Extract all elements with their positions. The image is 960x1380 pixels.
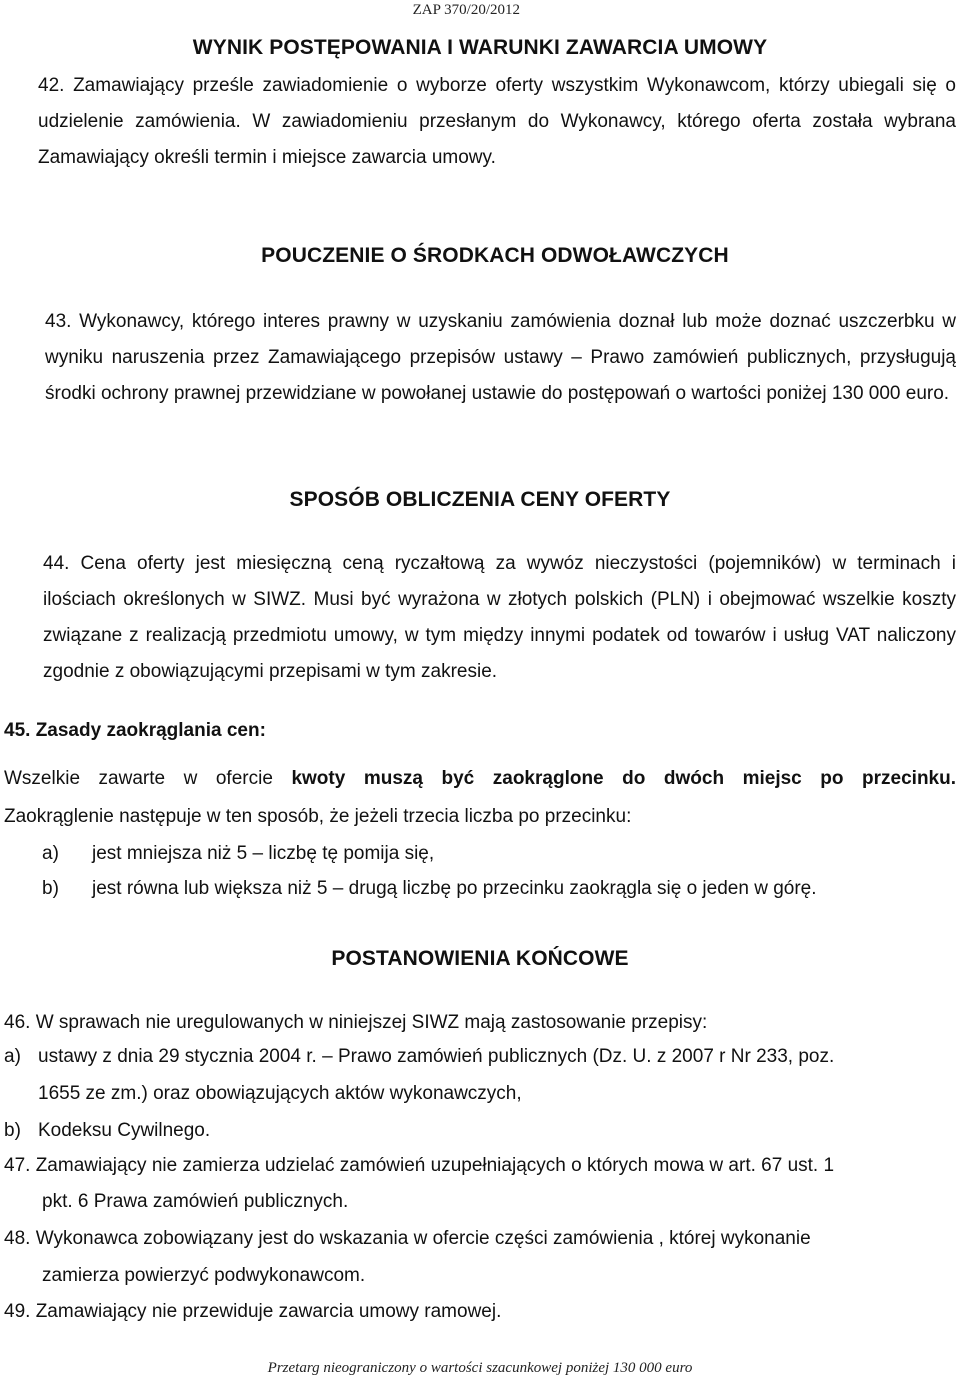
section-title-sposob: SPOSÓB OBLICZENIA CENY OFERTY bbox=[289, 488, 671, 511]
page-footer: Przetarg nieograniczony o wartości szacunkowej poniżej 130 000 euro bbox=[267, 1360, 693, 1376]
section-title-postanowienia: POSTANOWIENIA KOŃCOWE bbox=[331, 947, 629, 970]
item-46b-text: Kodeksu Cywilnego. bbox=[38, 1120, 211, 1141]
section-title-pouczenie: POUCZENIE O ŚRODKACH ODWOŁAWCZYCH bbox=[261, 244, 729, 267]
paragraph-46-intro: 46. W sprawach nie uregulowanych w niniejszej SIWZ mają zastosowanie przepisy: bbox=[4, 1012, 708, 1033]
paragraph-49: 49. Zamawiający nie przewiduje zawarcia umowy ramowej. bbox=[4, 1301, 502, 1322]
paragraph-45-intro-bold: kwoty muszą być zaokrąglone do dwóch miejsc po przecinku. bbox=[291, 768, 957, 789]
item-b-label: b) bbox=[42, 878, 59, 899]
paragraph-46-item-a bbox=[4, 1046, 834, 1068]
document-reference: ZAP 370/20/2012 bbox=[412, 2, 520, 18]
paragraph-45-title: 45. Zasady zaokrąglania cen: bbox=[4, 720, 266, 741]
paragraph-45-rule: Zaokrąglenie następuje w ten sposób, że jeżeli trzecia liczba po przecinku: bbox=[4, 806, 632, 827]
paragraph-43: 43. Wykonawcy, którego interes prawny w uzyskaniu zamówienia doznał lub może doznać uszczerbku w wyniku naruszenia przez Zamawiającego przepisów ustawy – Prawo zamówień publicznych, przysługują środki ochrony prawnej przewidziane w powołanej ustawie do postępowań o wartości poniżej 130 000 euro. bbox=[45, 311, 956, 404]
paragraph-45-intro-plain: Wszelkie zawarte w ofercie bbox=[4, 768, 292, 789]
paragraph-48-line2: zamierza powierzyć podwykonawcom. bbox=[42, 1265, 366, 1286]
section-title-wynik: WYNIK POSTĘPOWANIA I WARUNKI ZAWARCIA UMOWY bbox=[192, 36, 768, 59]
paragraph-44: 44. Cena oferty jest miesięczną ceną ryczałtową za wywóz nieczystości (pojemników) w terminach i ilościach określonych w SIWZ. Musi być wyrażona w złotych polskich (PLN) i obejmować wszelkie koszty związane z realizacją przedmiotu umowy, w tym między innymi podatek od towarów i usług VAT naliczony zgodnie z obowiązującymi przepisami w tym zakresie. bbox=[43, 553, 956, 682]
paragraph-45-item-a bbox=[42, 843, 434, 865]
item-46a-line1: ustawy z dnia 29 stycznia 2004 r. – Prawo zamówień publicznych (Dz. U. z 2007 r Nr 233, poz. bbox=[38, 1046, 835, 1067]
paragraph-45-item-b bbox=[42, 878, 817, 900]
item-b-text: jest równa lub większa niż 5 – drugą liczbę po przecinku zaokrągla się o jeden w górę. bbox=[92, 878, 817, 899]
paragraph-45-intro bbox=[4, 768, 956, 790]
item-46a-label: a) bbox=[4, 1046, 21, 1067]
item-a-label: a) bbox=[42, 843, 59, 864]
paragraph-42: 42. Zamawiający prześle zawiadomienie o wyborze oferty wszystkim Wykonawcom, którzy ubiegali się o udzielenie zamówienia. W zawiadomieniu przesłanym do Wykonawcy, którego oferta została wybrana Zamawiający określi termin i miejsce zawarcia umowy. bbox=[38, 75, 956, 168]
paragraph-47-line2: pkt. 6 Prawa zamówień publicznych. bbox=[42, 1191, 349, 1212]
paragraph-46-item-a-cont: 1655 ze zm.) oraz obowiązujących aktów wykonawczych, bbox=[38, 1083, 522, 1104]
paragraph-47-line1: 47. Zamawiający nie zamierza udzielać zamówień uzupełniających o których mowa w art. 67 ust. 1 bbox=[4, 1155, 835, 1176]
paragraph-48-line1: 48. Wykonawca zobowiązany jest do wskazania w ofercie części zamówienia , której wykonanie bbox=[4, 1228, 811, 1249]
item-a-text: jest mniejsza niż 5 – liczbę tę pomija się, bbox=[92, 843, 435, 864]
item-46b-label: b) bbox=[4, 1120, 21, 1141]
paragraph-46-item-b bbox=[4, 1120, 210, 1142]
